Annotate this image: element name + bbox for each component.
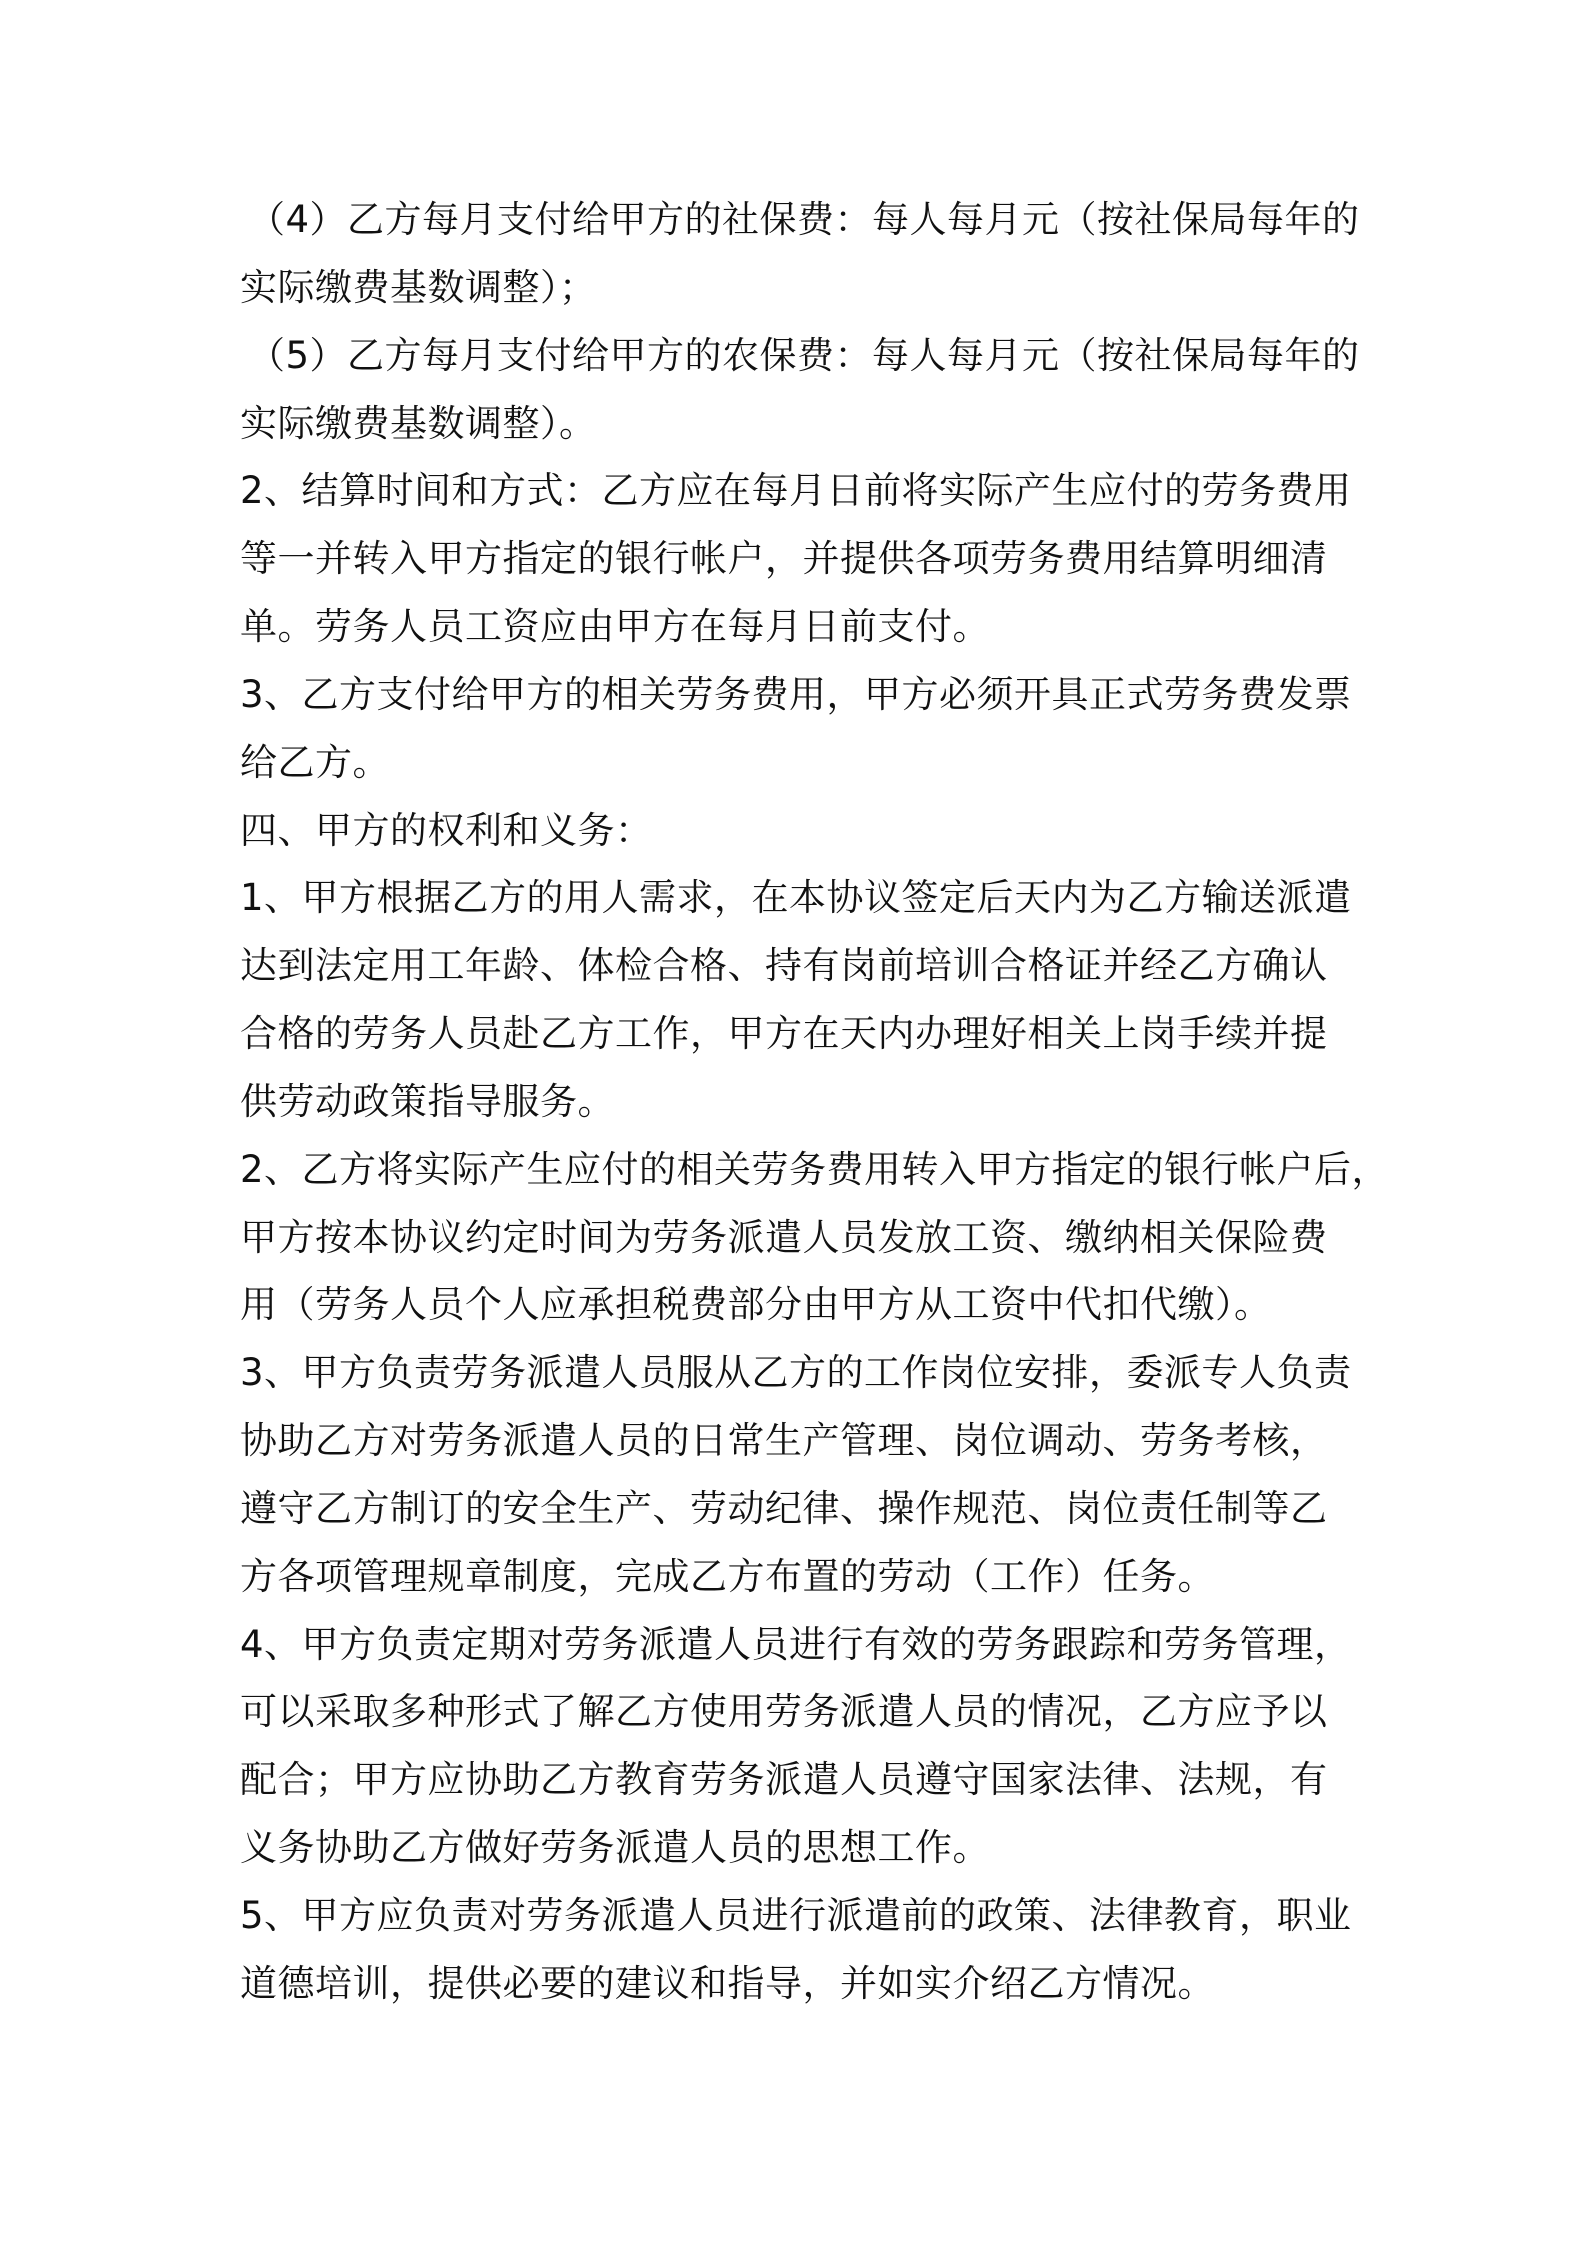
text-line: 2、结算时间和方式：乙方应在每月日前将实际产生应付的劳务费用 (240, 469, 1352, 512)
text-line: 合格的劳务人员赴乙方工作，甲方在天内办理好相关上岗手续并提 (240, 1012, 1328, 1055)
text-line: 实际缴费基数调整）； (240, 266, 597, 309)
text-line: 4、甲方负责定期对劳务派遣人员进行有效的劳务跟踪和劳务管理， (240, 1623, 1352, 1666)
text-line: 5、甲方应负责对劳务派遣人员进行派遣前的政策、法律教育，职业 (240, 1894, 1352, 1937)
text-line: 给乙方。 (240, 741, 390, 784)
text-line: （5）乙方每月支付给甲方的农保费：每人每月元（按社保局每年的 (248, 334, 1360, 377)
text-line: 等一并转入甲方指定的银行帐户，并提供各项劳务费用结算明细清 (240, 537, 1328, 580)
text-line: （4）乙方每月支付给甲方的社保费：每人每月元（按社保局每年的 (248, 198, 1360, 241)
text-line: 配合；甲方应协助乙方教育劳务派遣人员遵守国家法律、法规，有 (240, 1758, 1328, 1801)
text-line: 用（劳务人员个人应承担税费部分由甲方从工资中代扣代缴）。 (240, 1283, 1272, 1326)
text-line: 遵守乙方制订的安全生产、劳动纪律、操作规范、岗位责任制等乙 (240, 1487, 1328, 1530)
text-line: 协助乙方对劳务派遣人员的日常生产管理、岗位调动、劳务考核， (240, 1419, 1328, 1462)
text-line: 实际缴费基数调整）。 (240, 402, 597, 445)
text-line: 3、甲方负责劳务派遣人员服从乙方的工作岗位安排，委派专人负责 (240, 1351, 1352, 1394)
text-line: 单。劳务人员工资应由甲方在每月日前支付。 (240, 605, 990, 648)
text-line: 甲方按本协议约定时间为劳务派遣人员发放工资、缴纳相关保险费 (240, 1216, 1328, 1259)
text-line: 可以采取多种形式了解乙方使用劳务派遣人员的情况，乙方应予以 (240, 1690, 1328, 1733)
text-line: 3、乙方支付给甲方的相关劳务费用，甲方必须开具正式劳务费发票 (240, 673, 1352, 716)
text-line: 供劳动政策指导服务。 (240, 1080, 615, 1123)
text-line: 2、乙方将实际产生应付的相关劳务费用转入甲方指定的银行帐户后， (240, 1148, 1390, 1191)
text-line: 达到法定用工年龄、体检合格、持有岗前培训合格证并经乙方确认 (240, 944, 1328, 987)
text-line: 道德培训，提供必要的建议和指导，并如实介绍乙方情况。 (240, 1962, 1215, 2005)
text-line: 1、甲方根据乙方的用人需求，在本协议签定后天内为乙方输送派遣 (240, 876, 1352, 919)
text-line: 义务协助乙方做好劳务派遣人员的思想工作。 (240, 1826, 990, 1869)
text-line: 方各项管理规章制度，完成乙方布置的劳动（工作）任务。 (240, 1555, 1215, 1598)
section-heading: 四、甲方的权利和义务： (240, 809, 653, 852)
